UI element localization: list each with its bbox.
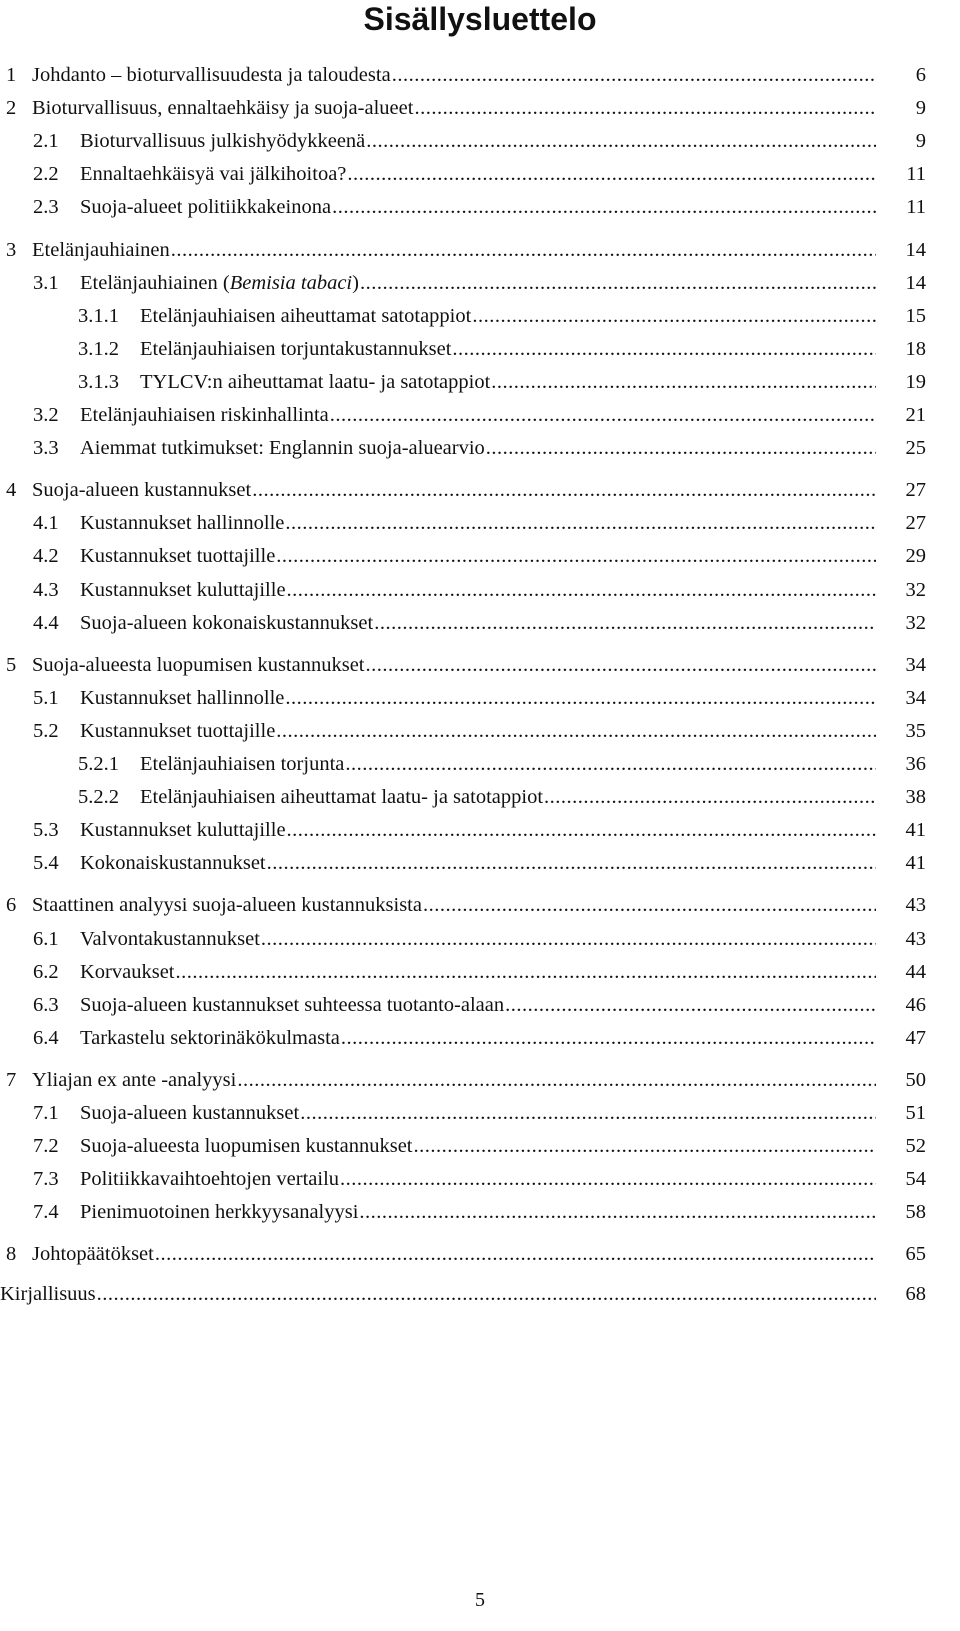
- toc-entry-number: 4.2: [33, 545, 59, 568]
- toc-entry-number: 1: [6, 64, 17, 86]
- toc-entry-label-text: Etelänjauhiaisen aiheuttamat satotappiot: [140, 304, 472, 327]
- toc-entry-label-text: Tarkastelu sektorinäkökulmasta: [80, 1026, 340, 1049]
- toc-entry-page: 25: [905, 437, 926, 460]
- toc-entry-label: [32, 60, 391, 90]
- toc-dot-leader: [330, 400, 876, 430]
- toc-entry-label-text: Suoja-alueet politiikkakeinona: [80, 196, 332, 219]
- toc-entry[interactable]: [0, 508, 926, 538]
- toc-entry-page: 11: [906, 196, 926, 219]
- toc-entry-label: [80, 400, 329, 430]
- toc-entry-label-text: Bioturvallisuus, ennaltaehkäisy ja suoja-alueet: [32, 97, 414, 120]
- toc-entry-number: 4.1: [33, 512, 59, 535]
- toc-entry-number: 3.1.2: [78, 337, 119, 360]
- toc-dot-leader: [237, 1065, 876, 1095]
- page-title: Sisällysluettelo: [363, 1, 597, 37]
- toc-entry-number: 7.2: [33, 1135, 59, 1158]
- toc-entry-label-text: Korvaukset: [80, 960, 175, 983]
- toc-entry-number: 4.4: [33, 611, 59, 634]
- toc-entry-page: 6: [915, 64, 926, 86]
- toc-entry-label-text: Staattinen analyysi suoja-alueen kustannuksista: [32, 894, 422, 917]
- toc-entry-label: [80, 1164, 339, 1194]
- toc-dot-leader: [287, 575, 876, 605]
- toc-entry-page: 14: [905, 238, 926, 261]
- toc-entry-label-text: Kustannukset hallinnolle: [80, 686, 285, 709]
- toc-dot-leader: [252, 475, 876, 505]
- toc-entry-page: 43: [905, 894, 926, 917]
- toc-entry-page: 47: [905, 1026, 926, 1049]
- toc-entry-page: 58: [905, 1201, 926, 1224]
- toc-entry[interactable]: [0, 848, 926, 878]
- toc-entry-number: 4: [6, 479, 17, 502]
- toc-entry-page: 43: [905, 927, 926, 950]
- toc-entry-number: 3.1.1: [78, 304, 119, 327]
- toc-entry-number: 5.4: [33, 852, 59, 875]
- toc-entry[interactable]: [0, 1098, 926, 1128]
- toc-entry[interactable]: [0, 716, 926, 746]
- toc-entry-number: 5.3: [33, 819, 59, 842]
- toc-entry-page: 15: [905, 304, 926, 327]
- toc-entry[interactable]: [0, 924, 926, 954]
- toc-entry-number: 7.3: [33, 1168, 59, 1191]
- toc-entry-number: 6: [6, 894, 17, 917]
- toc-entry-label-text: Pienimuotoinen herkkyysanalyysi: [80, 1201, 359, 1224]
- toc-entry-label-text: Kustannukset tuottajille: [80, 545, 276, 568]
- toc-entry-label-text: Valvontakustannukset: [80, 927, 260, 950]
- toc-entry-label-italic: Bemisia tabaci: [229, 271, 353, 294]
- toc-entry[interactable]: [0, 93, 926, 123]
- toc-dot-leader: [285, 508, 876, 538]
- toc-entry[interactable]: [0, 1239, 926, 1269]
- toc-entry-number: 7: [6, 1068, 17, 1091]
- toc-entry-number: 6.4: [33, 1026, 59, 1049]
- toc-entry-label: [32, 93, 413, 123]
- toc-entry-label: [32, 890, 422, 920]
- toc-entry-label-text: Kustannukset tuottajille: [80, 719, 276, 742]
- toc-entry[interactable]: [0, 301, 926, 331]
- toc-entry-label: [80, 192, 331, 222]
- toc-dot-leader: [452, 334, 876, 364]
- toc-entry-number: 3: [6, 238, 17, 261]
- toc-dot-leader: [544, 782, 876, 812]
- toc-entry[interactable]: [0, 815, 926, 845]
- toc-entry-label-text: Etelänjauhiaisen aiheuttamat laatu- ja satotappiot: [140, 786, 544, 809]
- toc-entry-label: [140, 334, 451, 364]
- toc-entry-page: 34: [905, 686, 926, 709]
- toc-entry-number: 5: [6, 653, 17, 676]
- toc-dot-leader: [347, 159, 876, 189]
- toc-entry[interactable]: [0, 608, 926, 638]
- toc-entry-label-text: Kustannukset kuluttajille: [80, 819, 286, 842]
- toc-entry-number: 5.2: [33, 719, 59, 742]
- toc-entry[interactable]: [0, 433, 926, 463]
- toc-entry-number: 6.1: [33, 927, 59, 950]
- toc-dot-leader: [359, 1197, 876, 1227]
- toc-entry-page: 14: [905, 271, 926, 294]
- toc-entry-label: [80, 1098, 299, 1128]
- toc-entry-label: [80, 683, 284, 713]
- toc-entry-label: [80, 1023, 340, 1053]
- toc-dot-leader: [287, 815, 876, 845]
- toc-dot-leader: [345, 749, 876, 779]
- toc-entry-label-text: Politiikkavaihtoehtojen vertailu: [80, 1168, 340, 1191]
- toc-entry-label: [32, 475, 251, 505]
- toc-entry-label-text: Etelänjauhiaisen torjuntakustannukset: [140, 337, 452, 360]
- toc-entry[interactable]: [0, 1197, 926, 1227]
- toc-entry-number: 3.1: [33, 271, 59, 294]
- toc-entry-label-text: Etelänjauhiaisen riskinhallinta: [80, 404, 329, 426]
- toc-entry[interactable]: [0, 159, 926, 189]
- toc-entry-label: [32, 1065, 236, 1095]
- toc-dot-leader: [285, 683, 876, 713]
- toc-entry-number: 2: [6, 97, 17, 120]
- toc-entry-number: 2.1: [33, 130, 59, 153]
- toc-dot-leader: [332, 192, 876, 222]
- toc-entry-label-text: Johtopäätökset: [32, 1243, 154, 1266]
- toc-dot-leader: [491, 367, 876, 397]
- toc-entry-label: [140, 301, 471, 331]
- toc-entry-label: [140, 749, 344, 779]
- toc-entry-page: 19: [905, 370, 926, 393]
- toc-dot-leader: [472, 301, 876, 331]
- toc-dot-leader: [155, 1239, 876, 1269]
- toc-dot-leader: [300, 1098, 876, 1128]
- toc-entry-number: 4.3: [33, 578, 59, 601]
- toc-entry-page: 9: [915, 97, 926, 120]
- toc-entry-page: 68: [905, 1282, 926, 1305]
- toc-entry-page: 32: [905, 578, 926, 601]
- toc-entry-label-text: Suoja-alueen kokonaiskustannukset: [80, 611, 374, 634]
- toc-entry-label-text: Johdanto – bioturvallisuudesta ja taloudesta: [32, 64, 391, 86]
- toc-entry-number: 5.2.2: [78, 786, 119, 809]
- toc-entry-page: 35: [905, 719, 926, 742]
- toc-dot-leader: [392, 60, 876, 90]
- toc-entry-page: 11: [906, 163, 926, 186]
- toc-entry-number: 3.3: [33, 437, 59, 460]
- toc-dot-leader: [176, 957, 876, 987]
- toc-dot-leader: [360, 268, 876, 298]
- toc-entry-label: [80, 608, 373, 638]
- toc-dot-leader: [366, 126, 876, 156]
- toc-entry-number: 2.2: [33, 163, 59, 186]
- toc-entry[interactable]: [0, 957, 926, 987]
- toc-entry-label: [80, 575, 286, 605]
- toc-dot-leader: [97, 1279, 876, 1309]
- toc-entry-page: 54: [905, 1168, 926, 1191]
- toc-entry[interactable]: [0, 126, 926, 156]
- toc-dot-leader: [340, 1164, 876, 1194]
- toc-entry-page: 27: [905, 479, 926, 502]
- toc-entry[interactable]: [0, 683, 926, 713]
- toc-entry[interactable]: [0, 782, 926, 812]
- toc-dot-leader: [366, 650, 877, 680]
- toc-dot-leader: [414, 1131, 877, 1161]
- toc-entry-label-text: Aiemmat tutkimukset: Englannin suoja-aluearvio: [80, 437, 485, 460]
- toc-entry-label: [80, 957, 175, 987]
- toc-dot-leader: [267, 848, 876, 878]
- toc-entry-number: 6.2: [33, 960, 59, 983]
- toc-entry-page: 29: [905, 545, 926, 568]
- toc-dot-leader: [276, 716, 876, 746]
- toc-entry-page: 38: [905, 786, 926, 809]
- toc-dot-leader: [276, 541, 876, 571]
- toc-entry-label: [32, 1239, 154, 1269]
- toc-entry-label: [80, 716, 275, 746]
- toc-entry[interactable]: [0, 890, 926, 920]
- toc-dot-leader: [341, 1023, 876, 1053]
- toc-entry-label-text: Ennaltaehkäisyä vai jälkihoitoa?: [80, 163, 347, 186]
- toc-entry-label-text: Suoja-alueen kustannukset: [32, 479, 252, 502]
- toc-entry-number: 7.4: [33, 1201, 59, 1224]
- toc-entry-page: 34: [905, 653, 926, 676]
- toc-entry-label: [0, 1279, 96, 1309]
- toc-dot-leader: [374, 608, 876, 638]
- toc-entry[interactable]: [0, 192, 926, 222]
- toc-dot-leader: [423, 890, 876, 920]
- toc-entry-label: [80, 433, 485, 463]
- toc-entry-label-text: Etelänjauhiainen (: [80, 271, 230, 294]
- toc-entry-number: 8: [6, 1243, 17, 1266]
- toc-entry[interactable]: [0, 475, 926, 505]
- toc-entry-page: 21: [905, 404, 926, 426]
- toc-entry-number: 3.2: [33, 404, 59, 426]
- toc-entry-label: [80, 924, 260, 954]
- toc-entry-label: [80, 541, 275, 571]
- toc-entry-label-text: Suoja-alueen kustannukset suhteessa tuotanto-alaan: [80, 993, 505, 1016]
- toc-entry-label-text: Kustannukset kuluttajille: [80, 578, 286, 601]
- toc-entry-label-text: Yliajan ex ante -analyysi: [32, 1068, 237, 1091]
- toc-entry-page: 65: [905, 1243, 926, 1266]
- toc-entry-label-text: Kustannukset hallinnolle: [80, 512, 285, 535]
- toc-entry-label-text: Suoja-alueen kustannukset: [80, 1102, 300, 1124]
- toc-dot-leader: [261, 924, 876, 954]
- toc-entry-page: 41: [905, 819, 926, 842]
- toc-entry-label: [80, 159, 346, 189]
- toc-dot-leader: [414, 93, 876, 123]
- toc-entry-label: [80, 126, 365, 156]
- toc-entry[interactable]: [0, 1164, 926, 1194]
- toc-entry-label: [140, 367, 490, 397]
- toc-entry[interactable]: [0, 367, 926, 397]
- toc-entry-label-text: Suoja-alueesta luopumisen kustannukset: [80, 1135, 413, 1158]
- toc-entry[interactable]: [0, 541, 926, 571]
- toc-entry-label: [32, 235, 170, 265]
- toc-entry[interactable]: [0, 268, 926, 298]
- toc-dot-leader: [171, 235, 876, 265]
- toc-entry-page: 32: [905, 611, 926, 634]
- toc-entry-label: [80, 1131, 413, 1161]
- toc-entry-page: 18: [905, 337, 926, 360]
- toc-entry[interactable]: [0, 1023, 926, 1053]
- toc-dot-leader: [505, 990, 876, 1020]
- toc-entry-page: 52: [905, 1135, 926, 1158]
- toc-entry-label: [140, 782, 543, 812]
- toc-entry-label: [80, 848, 266, 878]
- toc-entry-label-text: Etelänjauhiaisen torjunta: [140, 753, 345, 775]
- toc-entry[interactable]: [0, 575, 926, 605]
- toc-entry-label-text: TYLCV:n aiheuttamat laatu- ja satotappiot: [140, 370, 491, 393]
- toc-entry-page: 51: [905, 1102, 926, 1124]
- toc-entry-page: 50: [905, 1068, 926, 1091]
- toc-entry-number: 5.1: [33, 686, 59, 709]
- toc-entry-label-text: Suoja-alueesta luopumisen kustannukset: [32, 653, 365, 676]
- toc-entry-page: 9: [915, 130, 926, 153]
- toc-entry-label-text: Bioturvallisuus julkishyödykkeenä: [80, 130, 366, 153]
- toc-entry-number: 7.1: [33, 1102, 59, 1124]
- toc-entry[interactable]: [0, 990, 926, 1020]
- toc-entry-label: [32, 650, 365, 680]
- toc-entry-page: 36: [905, 753, 926, 775]
- toc-entry-number: 3.1.3: [78, 370, 119, 393]
- toc-entry[interactable]: [0, 749, 926, 779]
- toc-entry-label-text: Etelänjauhiainen: [32, 238, 170, 261]
- toc-entry[interactable]: [0, 334, 926, 364]
- toc-entry-label: [80, 1197, 358, 1227]
- toc-entry-label-suffix: ): [352, 271, 359, 294]
- toc-entry-label: [80, 268, 359, 298]
- toc-entry-page: 27: [905, 512, 926, 535]
- toc-entry[interactable]: [0, 650, 926, 680]
- toc-entry[interactable]: [0, 400, 926, 430]
- toc-entry-page: 41: [905, 852, 926, 875]
- toc-entry-number: 5.2.1: [78, 753, 119, 775]
- toc-entry[interactable]: [0, 1131, 926, 1161]
- toc-entry[interactable]: [0, 60, 926, 90]
- toc-entry[interactable]: [0, 235, 926, 265]
- toc-entry[interactable]: [0, 1065, 926, 1095]
- toc-entry-page: 46: [905, 993, 926, 1016]
- toc-entry-label-text: Kokonaiskustannukset: [80, 852, 266, 875]
- toc-dot-leader: [486, 433, 876, 463]
- toc-entry-number: 2.3: [33, 196, 59, 219]
- toc-entry-label: [80, 815, 286, 845]
- toc-entry-page: 44: [905, 960, 926, 983]
- toc-entry-label: [80, 990, 504, 1020]
- toc-entry-label: [80, 508, 284, 538]
- toc-entry-label-text: Kirjallisuus: [0, 1282, 96, 1305]
- toc-entry[interactable]: [0, 1279, 926, 1309]
- page-number: 5: [475, 1589, 485, 1611]
- toc-entry-number: 6.3: [33, 993, 59, 1016]
